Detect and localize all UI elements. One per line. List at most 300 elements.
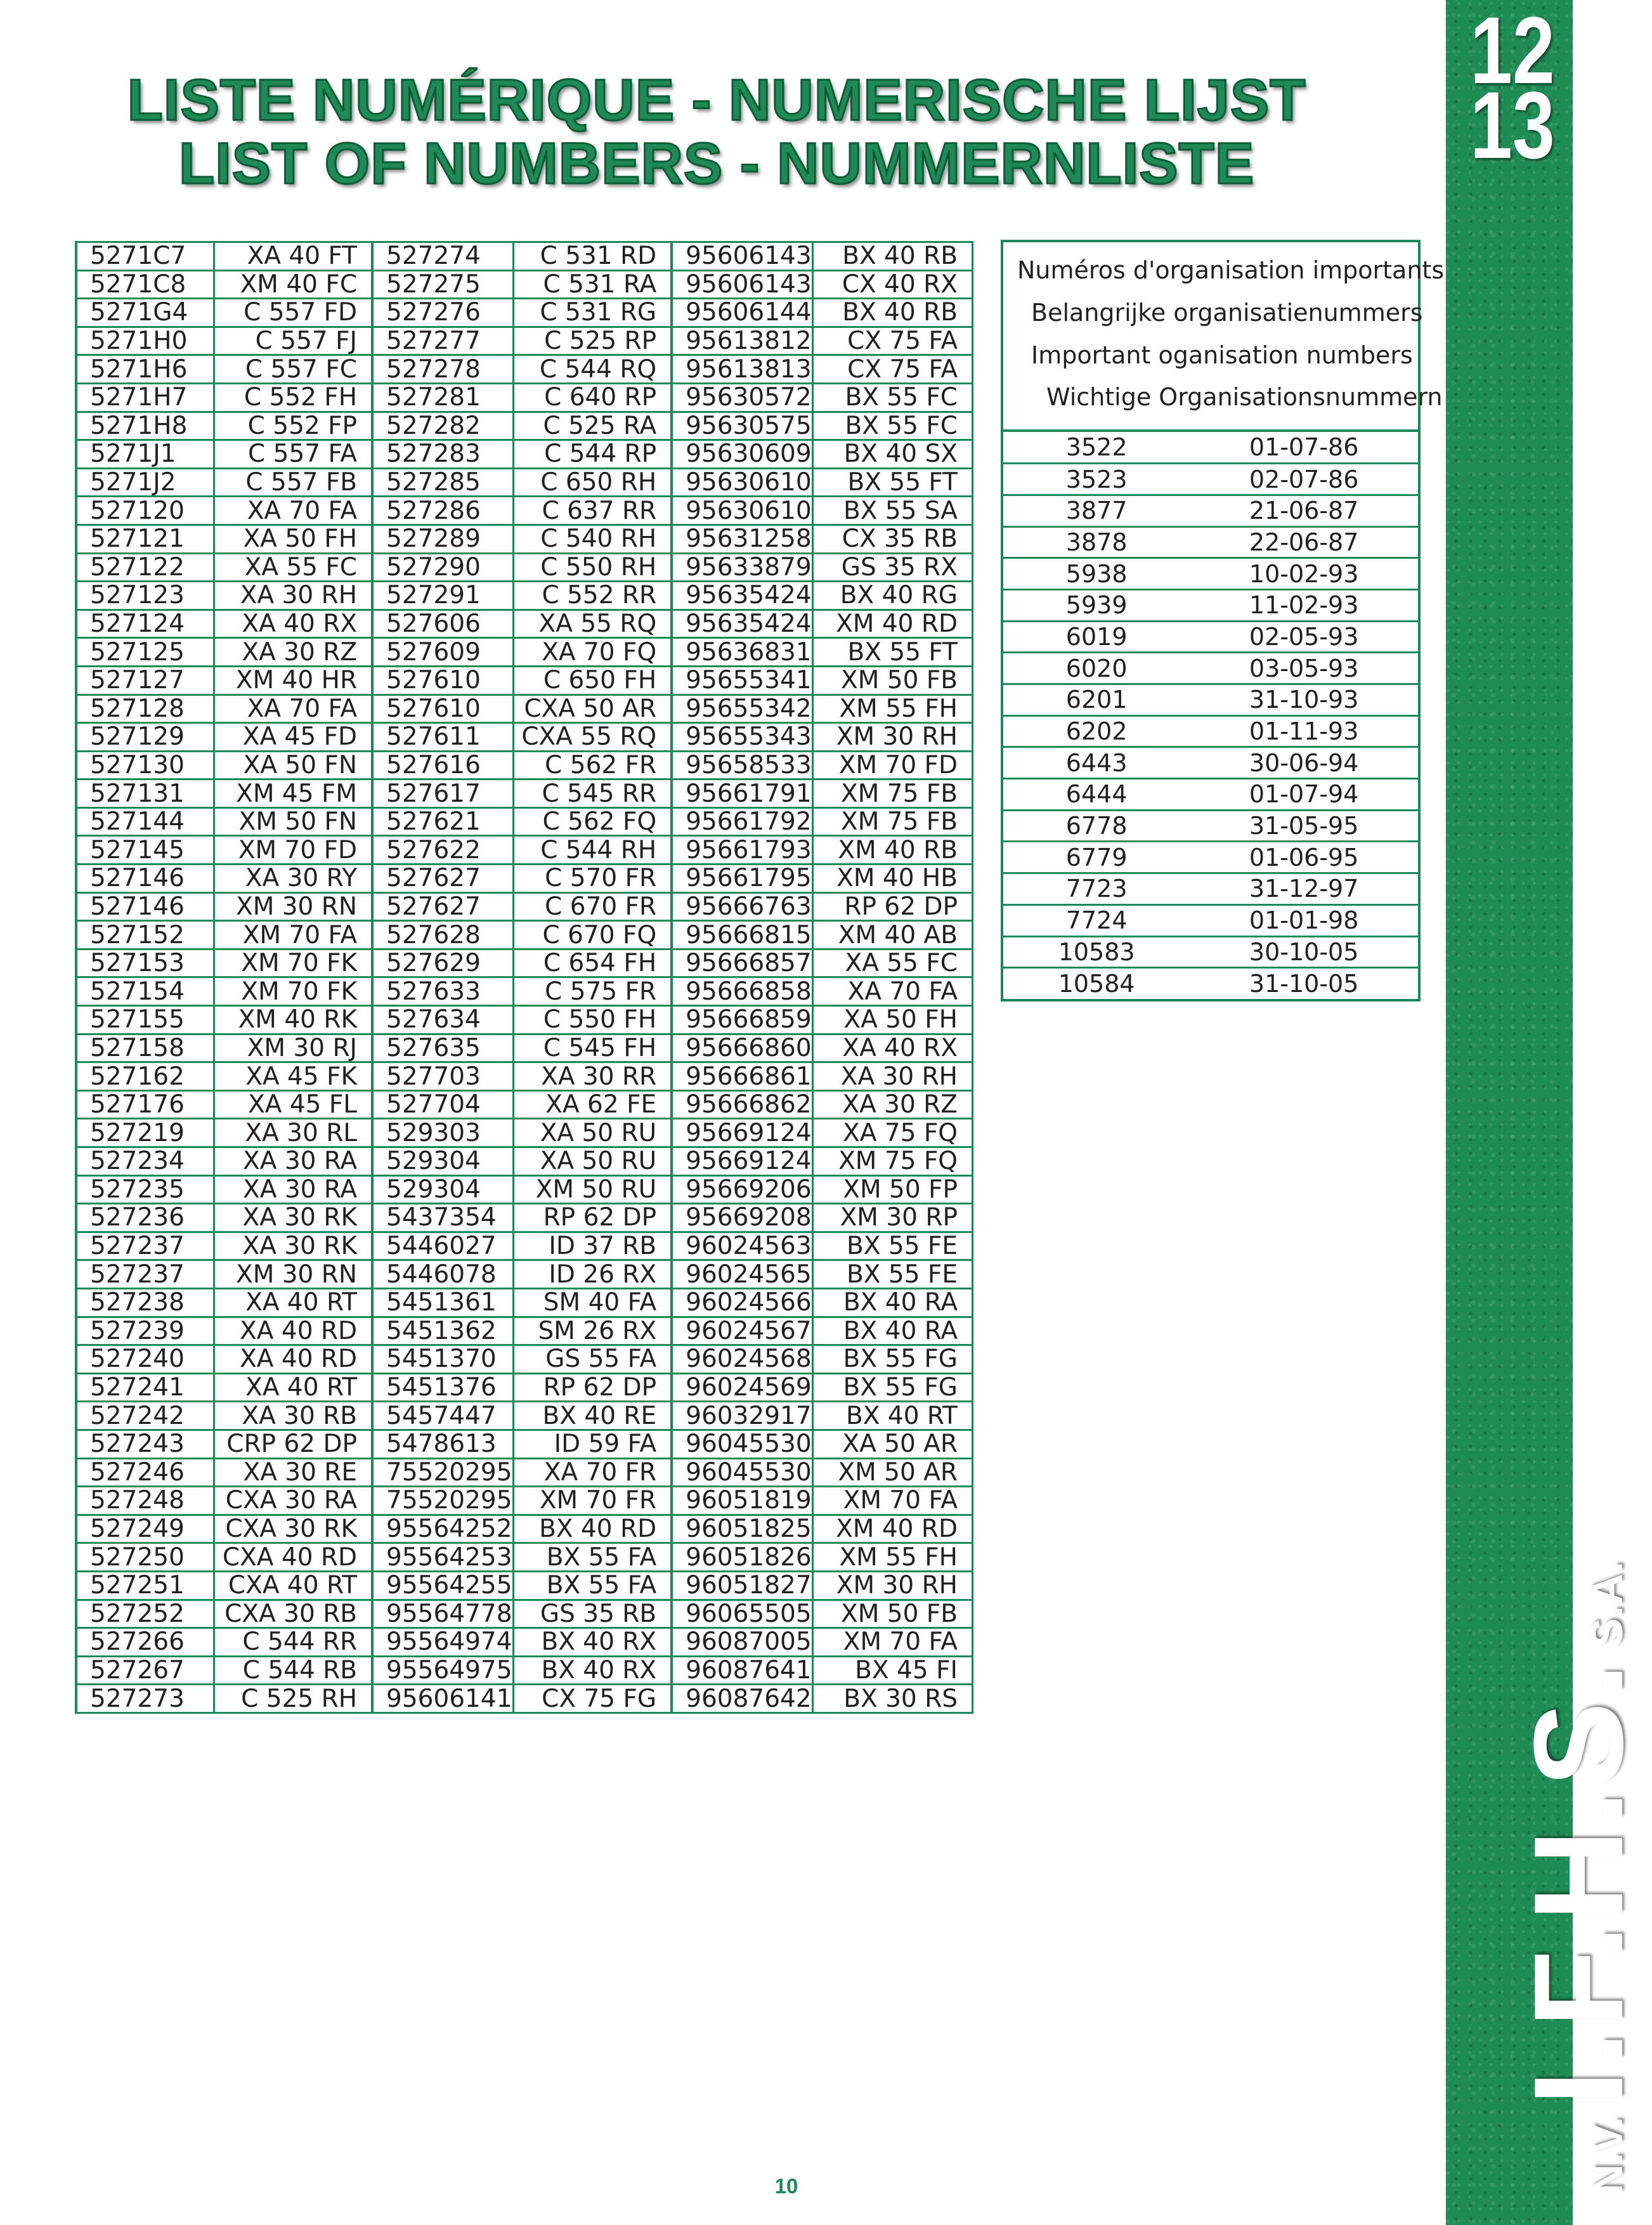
type-code-cell: ID 59 FA (513, 1430, 672, 1458)
type-code-cell: XA 70 FQ (513, 638, 672, 667)
part-number-cell: 527146 (76, 865, 214, 893)
type-code-cell: XA 50 RU (513, 1119, 672, 1147)
table-row (76, 1062, 973, 1091)
type-code-cell: XA 30 RH (812, 1062, 972, 1091)
part-number-cell: 95564255 (372, 1571, 513, 1600)
table-row (1003, 684, 1418, 716)
table-row (76, 553, 973, 582)
table-row (1003, 936, 1418, 968)
table-row (1003, 558, 1418, 590)
date-cell: 01-06-95 (1190, 842, 1418, 873)
table-row (76, 299, 973, 327)
type-code-cell: C 557 FD (214, 299, 372, 327)
type-code-cell: XA 30 RB (214, 1402, 372, 1430)
part-number-cell: 96024568 (672, 1345, 812, 1374)
type-code-cell: BX 55 FC (812, 412, 972, 440)
part-number-cell: 527628 (372, 921, 513, 949)
organisation-numbers-table (1003, 432, 1418, 999)
type-code-cell: CXA 55 RQ (513, 723, 672, 752)
part-number-cell: 95655343 (672, 723, 812, 752)
type-code-cell: C 544 RQ (513, 355, 672, 384)
date-cell: 01-07-86 (1249, 433, 1359, 462)
part-number-cell: 527131 (76, 780, 214, 808)
table-row (76, 723, 973, 752)
table-row (76, 1458, 973, 1487)
table-row (76, 412, 973, 440)
part-number-cell: 96024566 (672, 1288, 812, 1317)
type-code-cell: XA 40 RX (812, 1034, 972, 1062)
part-number-cell: 95669124 (672, 1119, 812, 1147)
part-number-cell: 5451362 (372, 1317, 513, 1345)
part-number-cell: 95661792 (672, 807, 812, 836)
table-row (76, 1571, 973, 1600)
part-number-cell: 96087642 (672, 1685, 812, 1713)
type-code-cell: XM 30 RH (812, 723, 972, 752)
part-number-cell: 95655342 (672, 695, 812, 723)
date-cell: 31-10-93 (1190, 684, 1418, 716)
type-code-cell: CX 75 FA (812, 355, 972, 384)
part-number-cell: 527276 (372, 299, 513, 327)
type-code-cell: XM 40 HR (214, 666, 372, 695)
organisation-number-cell: 10583 (1003, 936, 1190, 968)
type-code-cell: BX 30 RS (812, 1685, 972, 1713)
date-cell: 31-10-05 (1190, 968, 1418, 1000)
type-code-cell: C 670 FQ (513, 921, 672, 949)
part-number-cell: 527246 (76, 1458, 214, 1487)
part-number-cell: 527251 (76, 1571, 214, 1600)
part-number-cell: 527627 (372, 892, 513, 921)
part-number-cell: 95661793 (672, 836, 812, 865)
part-number-cell: 527634 (372, 1006, 513, 1034)
type-code-cell: XA 55 RQ (513, 610, 672, 638)
chapter-number-bottom: 13 (1470, 72, 1555, 178)
table-row (76, 1345, 973, 1374)
part-number-cell: 95631258 (672, 525, 812, 553)
table-row (76, 949, 973, 977)
organisation-number-cell: 5938 (1003, 558, 1190, 590)
type-code-cell: BX 40 RA (812, 1288, 972, 1317)
part-number-cell: 95564975 (372, 1656, 513, 1685)
type-code-cell: BX 40 RT (812, 1402, 972, 1430)
date-cell: 02-05-93 (1190, 621, 1418, 653)
type-code-cell: BX 55 FT (812, 468, 972, 497)
table-row (76, 638, 973, 667)
part-number-cell: 5271H8 (76, 412, 214, 440)
part-number-cell: 529304 (372, 1147, 513, 1176)
type-code-cell: C 557 FC (214, 355, 372, 384)
type-code-cell: XA 30 RZ (214, 638, 372, 667)
type-code-cell: XM 45 FM (214, 780, 372, 808)
table-row (1003, 842, 1418, 873)
date-cell: 10-02-93 (1190, 558, 1418, 590)
numbers-table-body (76, 242, 973, 1713)
part-number-cell: 96051826 (672, 1543, 812, 1572)
part-number-cell: 96045530 (672, 1430, 812, 1458)
part-number-cell: 527239 (76, 1317, 214, 1345)
organisation-number-cell: 5939 (1003, 589, 1190, 621)
type-code-cell: XM 40 RD (812, 1515, 972, 1543)
type-code-cell: C 525 RH (214, 1685, 372, 1713)
type-code-cell: XM 70 FK (214, 949, 372, 977)
organisation-number-cell: 6779 (1003, 842, 1190, 873)
type-code-cell: BX 40 RE (513, 1402, 672, 1430)
table-row (1003, 779, 1418, 811)
type-code-cell: XM 50 FP (812, 1175, 972, 1204)
table-row (1003, 432, 1418, 464)
part-number-cell: 75520295 (372, 1487, 513, 1515)
organisation-number-cell: 7723 (1003, 873, 1190, 905)
part-number-cell: 527252 (76, 1600, 214, 1628)
table-row (76, 1175, 973, 1204)
type-code-cell: C 552 FP (214, 412, 372, 440)
part-number-cell: 527146 (76, 892, 214, 921)
date-cell: 31-05-95 (1190, 810, 1418, 842)
type-code-cell: XA 30 RY (214, 865, 372, 893)
type-code-cell: BX 40 RB (812, 242, 972, 271)
part-number-cell: 527121 (76, 525, 214, 553)
type-code-cell: XA 30 RA (214, 1175, 372, 1204)
table-row (76, 468, 973, 497)
type-code-cell: XA 70 FA (812, 977, 972, 1006)
type-code-cell: CRP 62 DP (214, 1430, 372, 1458)
part-number-cell: 95564252 (372, 1515, 513, 1543)
type-code-cell: C 557 FB (214, 468, 372, 497)
type-code-cell: C 637 RR (513, 497, 672, 525)
type-code-cell: C 544 RR (214, 1628, 372, 1657)
part-number-cell: 527250 (76, 1543, 214, 1572)
part-number-cell: 527629 (372, 949, 513, 977)
type-code-cell: XM 40 FC (214, 270, 372, 299)
table-row (76, 865, 973, 893)
type-code-cell: C 562 FQ (513, 807, 672, 836)
part-number-cell: 527235 (76, 1175, 214, 1204)
type-code-cell: XA 55 FC (214, 553, 372, 582)
company-prefix: N.V. (1584, 2117, 1631, 2195)
part-number-cell: 527237 (76, 1260, 214, 1289)
part-number-cell: 95606141 (372, 1685, 513, 1713)
table-row (76, 1260, 973, 1289)
type-code-cell: C 550 FH (513, 1006, 672, 1034)
part-number-cell: 527243 (76, 1430, 214, 1458)
part-number-cell: 527237 (76, 1232, 214, 1260)
table-row (76, 383, 973, 412)
table-row (76, 1402, 973, 1430)
part-number-cell: 527154 (76, 977, 214, 1006)
part-number-cell: 527123 (76, 582, 214, 610)
type-code-cell: XM 75 FB (812, 780, 972, 808)
page-number: 10 (774, 2174, 798, 2198)
table-row (76, 525, 973, 553)
part-number-cell: 5271H6 (76, 355, 214, 384)
part-number-cell: 96051825 (672, 1515, 812, 1543)
type-code-cell: ID 26 RX (513, 1260, 672, 1289)
part-number-cell: 95564253 (372, 1543, 513, 1572)
heading-german: Wichtige Organisationsnummern (1046, 383, 1443, 411)
part-number-cell: 95666763 (672, 892, 812, 921)
table-row (76, 1147, 973, 1176)
part-number-cell: 527286 (372, 497, 513, 525)
type-code-cell: C 562 FR (513, 751, 672, 780)
type-code-cell: CXA 40 RT (214, 1571, 372, 1600)
part-number-cell: 527234 (76, 1147, 214, 1176)
part-number-cell: 5271C8 (76, 270, 214, 299)
part-number-cell: 96065505 (672, 1600, 812, 1628)
type-code-cell: XA 70 FA (214, 695, 372, 723)
type-code-cell: BX 55 FT (812, 638, 972, 667)
table-row (76, 242, 973, 271)
date-cell: 03-05-93 (1190, 653, 1418, 684)
part-number-cell: 5451370 (372, 1345, 513, 1374)
organisation-number-cell: 6019 (1003, 621, 1190, 653)
table-row (76, 892, 973, 921)
part-number-cell: 527291 (372, 582, 513, 610)
part-number-cell: 95630610 (672, 468, 812, 497)
part-number-cell: 96087005 (672, 1628, 812, 1657)
part-number-cell: 527128 (76, 695, 214, 723)
part-number-cell: 527238 (76, 1288, 214, 1317)
type-code-cell: ID 37 RB (513, 1232, 672, 1260)
part-number-cell: 95633879 (672, 553, 812, 582)
table-row (76, 440, 973, 469)
table-row (76, 807, 973, 836)
part-number-cell: 527611 (372, 723, 513, 752)
date-cell: 01-07-94 (1190, 779, 1418, 811)
part-number-cell: 95630609 (672, 440, 812, 469)
type-code-cell: C 552 FH (214, 383, 372, 412)
type-code-cell: C 545 RR (513, 780, 672, 808)
part-number-cell: 527240 (76, 1345, 214, 1374)
type-code-cell: XA 30 RR (513, 1062, 672, 1091)
part-number-cell: 95658533 (672, 751, 812, 780)
table-row (76, 1600, 973, 1628)
part-number-cell: 527635 (372, 1034, 513, 1062)
type-code-cell: XM 30 RN (214, 1260, 372, 1289)
type-code-cell: XM 50 AR (812, 1458, 972, 1487)
type-code-cell: XM 50 RU (513, 1175, 672, 1204)
type-code-cell: C 544 RB (214, 1656, 372, 1685)
type-code-cell: BX 55 FC (812, 383, 972, 412)
type-code-cell: C 531 RA (513, 270, 672, 299)
heading-french: Numéros d'organisation importants (1017, 256, 1445, 284)
type-code-cell: BX 55 FE (812, 1232, 972, 1260)
part-number-cell: 527606 (372, 610, 513, 638)
type-code-cell: XA 70 FA (214, 497, 372, 525)
table-row (76, 1543, 973, 1572)
organisation-number-cell: 10584 (1003, 968, 1190, 1000)
part-number-cell: 527609 (372, 638, 513, 667)
type-code-cell: CX 35 RB (812, 525, 972, 553)
type-code-cell: RP 62 DP (812, 892, 972, 921)
part-number-cell: 96024565 (672, 1260, 812, 1289)
part-number-cell: 527145 (76, 836, 214, 865)
part-number-cell: 527622 (372, 836, 513, 865)
type-code-cell: BX 55 FE (812, 1260, 972, 1289)
type-code-cell: BX 40 RD (513, 1515, 672, 1543)
table-row (76, 751, 973, 780)
part-number-cell: 527125 (76, 638, 214, 667)
part-number-cell: 527130 (76, 751, 214, 780)
type-code-cell: C 575 FR (513, 977, 672, 1006)
type-code-cell: C 650 FH (513, 666, 672, 695)
part-number-cell: 527266 (76, 1628, 214, 1657)
type-code-cell: XA 50 RU (513, 1147, 672, 1176)
type-code-cell: C 544 RP (513, 440, 672, 469)
part-number-cell: 95606143 (672, 270, 812, 299)
table-row (76, 1656, 973, 1685)
table-row (1003, 495, 1418, 526)
table-row (76, 1685, 973, 1713)
part-number-cell: 527274 (372, 242, 513, 271)
date-cell: 30-06-94 (1190, 747, 1418, 779)
type-code-cell: XM 75 FQ (812, 1147, 972, 1176)
type-code-cell: C 544 RH (513, 836, 672, 865)
type-code-cell: SM 26 RX (513, 1317, 672, 1345)
type-code-cell: XM 70 FK (214, 977, 372, 1006)
part-number-cell: 527633 (372, 977, 513, 1006)
type-code-cell: C 531 RG (513, 299, 672, 327)
date-cell: 01-01-98 (1190, 904, 1418, 936)
part-number-cell: 527616 (372, 751, 513, 780)
type-code-cell: XM 40 HB (812, 865, 972, 893)
type-code-cell: C 552 RR (513, 582, 672, 610)
table-row (76, 1006, 973, 1034)
type-code-cell: XA 30 RK (214, 1232, 372, 1260)
type-code-cell: XA 45 FK (214, 1062, 372, 1091)
type-code-cell: XM 70 FD (214, 836, 372, 865)
organisation-number-cell: 7724 (1003, 904, 1190, 936)
part-number-cell: 527289 (372, 525, 513, 553)
table-row (76, 355, 973, 384)
type-code-cell: XM 40 RB (812, 836, 972, 865)
type-code-cell: XM 70 FR (513, 1487, 672, 1515)
table-row (1003, 715, 1418, 747)
organisation-number-cell: 6201 (1003, 684, 1190, 716)
type-code-cell: XM 75 FB (812, 807, 972, 836)
chapter-number-top: 12 (1470, 0, 1555, 103)
type-code-cell: XM 40 RK (214, 1006, 372, 1034)
organisation-numbers-box (1001, 240, 1445, 1002)
part-number-cell: 96024563 (672, 1232, 812, 1260)
part-number-cell: 527153 (76, 949, 214, 977)
part-number-cell: 95606144 (672, 299, 812, 327)
type-code-cell: XA 30 RE (214, 1458, 372, 1487)
part-number-cell: 95630575 (672, 412, 812, 440)
part-number-cell: 95669208 (672, 1204, 812, 1232)
part-number-cell: 5271H7 (76, 383, 214, 412)
part-number-cell: 527610 (372, 695, 513, 723)
table-row (76, 1430, 973, 1458)
part-number-cell: 527176 (76, 1090, 214, 1119)
part-number-cell: 5478613 (372, 1430, 513, 1458)
type-code-cell: XM 30 RJ (214, 1034, 372, 1062)
date-cell: 02-07-86 (1190, 464, 1418, 495)
table-row (1003, 968, 1418, 1000)
part-number-cell: 527277 (372, 327, 513, 355)
company-logo (1506, 1562, 1652, 2195)
part-number-cell: 95630572 (672, 383, 812, 412)
organisation-number-cell: 6202 (1003, 715, 1190, 747)
part-number-cell: 95666862 (672, 1090, 812, 1119)
part-number-cell: 527621 (372, 807, 513, 836)
table-row (1003, 589, 1418, 621)
table-row (76, 582, 973, 610)
part-number-cell: 95606143 (672, 242, 812, 271)
part-number-cell: 527627 (372, 865, 513, 893)
table-row (1003, 810, 1418, 842)
type-code-cell: XA 50 FN (214, 751, 372, 780)
table-row (1003, 621, 1418, 653)
part-number-cell: 95666858 (672, 977, 812, 1006)
type-code-cell: C 570 FR (513, 865, 672, 893)
part-number-cell: 95564778 (372, 1600, 513, 1628)
type-code-cell: XM 50 FB (812, 666, 972, 695)
table-row (1003, 904, 1418, 936)
part-number-cell: 95669124 (672, 1147, 812, 1176)
type-code-cell: XA 40 FT (214, 242, 372, 271)
part-number-cell: 95613812 (672, 327, 812, 355)
type-code-cell: XA 40 RX (214, 610, 372, 638)
company-name: I.F.H.S. (1508, 1659, 1649, 2106)
part-number-cell: 5271C7 (76, 242, 214, 271)
part-number-cell: 5271H0 (76, 327, 214, 355)
type-code-cell: C 654 FH (513, 949, 672, 977)
date-cell: 11-02-93 (1190, 589, 1418, 621)
type-code-cell: C 525 RA (513, 412, 672, 440)
part-number-cell: 5271G4 (76, 299, 214, 327)
part-number-cell: 527267 (76, 1656, 214, 1685)
table-row (76, 666, 973, 695)
type-code-cell: XA 30 RA (214, 1147, 372, 1176)
part-number-cell: 95666815 (672, 921, 812, 949)
type-code-cell: C 540 RH (513, 525, 672, 553)
part-number-cell: 527158 (76, 1034, 214, 1062)
part-number-cell: 527236 (76, 1204, 214, 1232)
table-row (76, 1317, 973, 1345)
type-code-cell: XA 40 RT (214, 1288, 372, 1317)
table-row (76, 1232, 973, 1260)
part-number-cell: 527283 (372, 440, 513, 469)
organisation-number-cell: 6444 (1003, 779, 1190, 811)
numbers-table (75, 241, 973, 1714)
table-row (76, 836, 973, 865)
type-code-cell: XM 50 FB (812, 1600, 972, 1628)
part-number-cell: 529303 (372, 1119, 513, 1147)
part-number-cell: 5446078 (372, 1260, 513, 1289)
part-number-cell: 95666857 (672, 949, 812, 977)
type-code-cell: BX 40 RG (812, 582, 972, 610)
part-number-cell: 95630610 (672, 497, 812, 525)
type-code-cell: XM 30 RN (214, 892, 372, 921)
part-number-cell: 527155 (76, 1006, 214, 1034)
type-code-cell: CX 75 FA (812, 327, 972, 355)
organisation-number-cell: 3877 (1003, 495, 1190, 526)
table-row (1003, 464, 1418, 495)
part-number-cell: 527127 (76, 666, 214, 695)
type-code-cell: XA 50 FH (812, 1006, 972, 1034)
table-row (76, 610, 973, 638)
type-code-cell: C 557 FA (214, 440, 372, 469)
type-code-cell: C 545 FH (513, 1034, 672, 1062)
type-code-cell: BX 55 SA (812, 497, 972, 525)
part-number-cell: 527610 (372, 666, 513, 695)
type-code-cell: XM 70 FA (812, 1628, 972, 1657)
part-number-cell: 95613813 (672, 355, 812, 384)
type-code-cell: CX 40 RX (812, 270, 972, 299)
date-cell: 21-06-87 (1190, 495, 1418, 526)
part-number-cell: 527122 (76, 553, 214, 582)
type-code-cell: GS 35 RX (812, 553, 972, 582)
type-code-cell: RP 62 DP (513, 1204, 672, 1232)
